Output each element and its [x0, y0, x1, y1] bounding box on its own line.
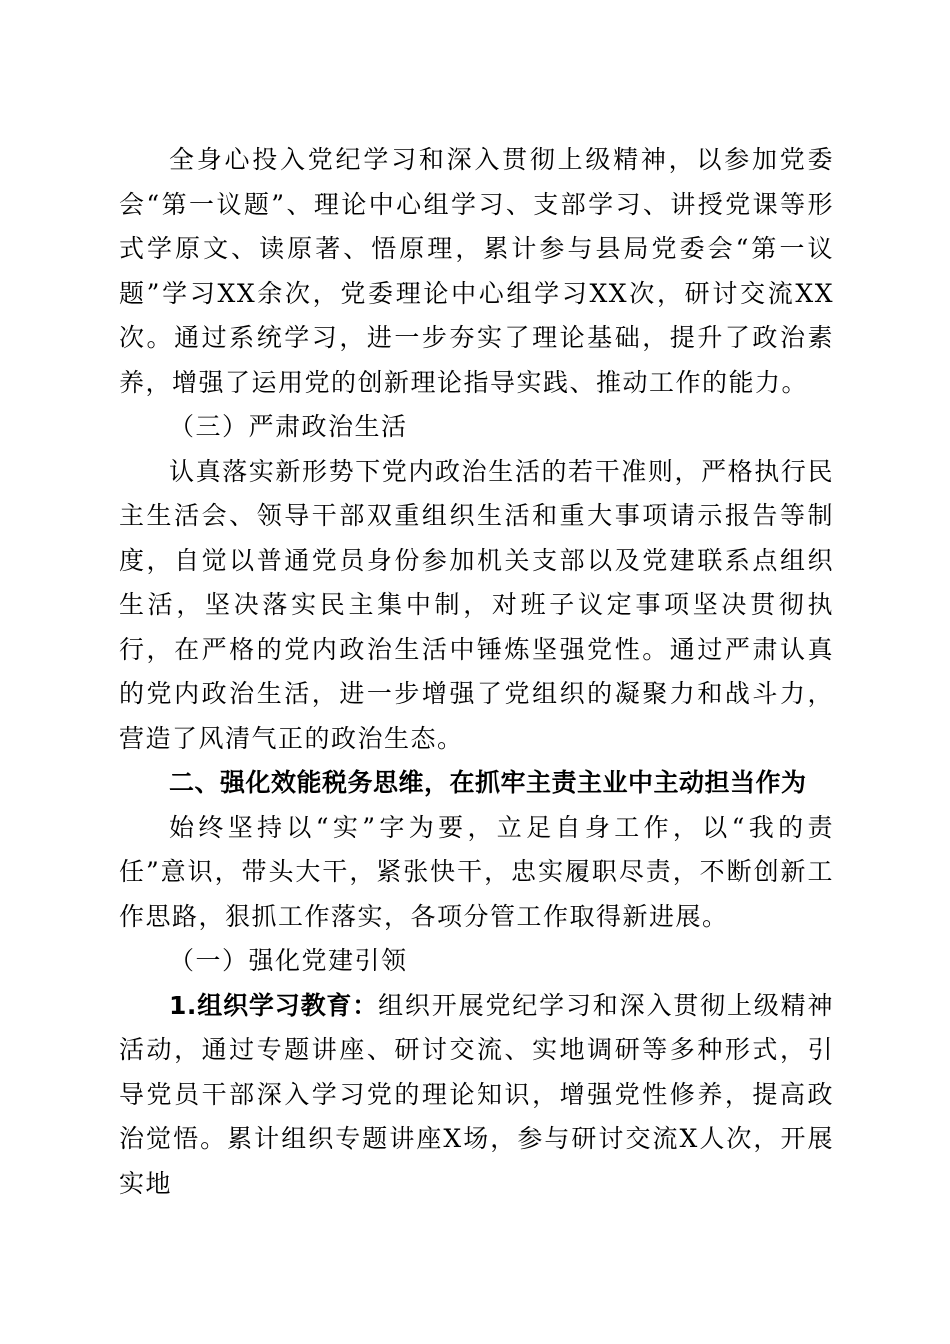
subheading-political-life: （三）严肃政治生活 — [169, 412, 408, 441]
section-heading-2: 二、强化效能税务思维，在抓牢主责主业中主动担当作为 — [169, 768, 807, 797]
paragraph-study: 全身心投入党纪学习和深入贯彻上级精神，以参加党委会“第一议题”、理论中心组学习、支部学习、讲授党课等形式学原文、读原著、悟原理，累计参与县局党委会“第一议题”学习XX余次，党委理论中心组学习XX次，研讨交流XX次。通过系统学习，进一步夯实了理论基础，提升了政治素养，增强了运用党的创新理论指导实践、推动工作的能力。 — [119, 145, 834, 397]
paragraph-political-life: 认真落实新形势下党内政治生活的若干准则，严格执行民主生活会、领导干部双重组织生活和重大事项请示报告等制度，自觉以普通党员身份参加机关支部以及党建联系点组织生活，坚决落实民主集中制，对班子议定事项坚决贯彻执行，在严格的党内政治生活中锤炼坚强党性。通过严肃认真的党内政治生活，进一步增强了党组织的凝聚力和战斗力，营造了风清气正的政治生态。 — [119, 456, 834, 753]
item-label: 1.组织学习教育： — [169, 990, 379, 1020]
paragraph-responsibility: 始终坚持以“实”字为要，立足自身工作，以“我的责任”意识，带头大干，紧张快干，忠实履职尽责，不断创新工作思路，狠抓工作落实，各项分管工作取得新进展。 — [119, 812, 834, 931]
subheading-party-building: （一）强化党建引领 — [169, 946, 408, 975]
item-organize-study — [119, 984, 834, 1207]
item-text: 组织开展党纪学习和深入贯彻上级精神活动，通过专题讲座、研讨交流、实地调研等多种形式，引导党员干部深入学习党的理论知识，增强党性修养，提高政治觉悟。累计组织专题讲座X场，参与研讨交流X人次，开展实地 — [119, 990, 834, 1198]
document-body — [119, 138, 834, 1206]
